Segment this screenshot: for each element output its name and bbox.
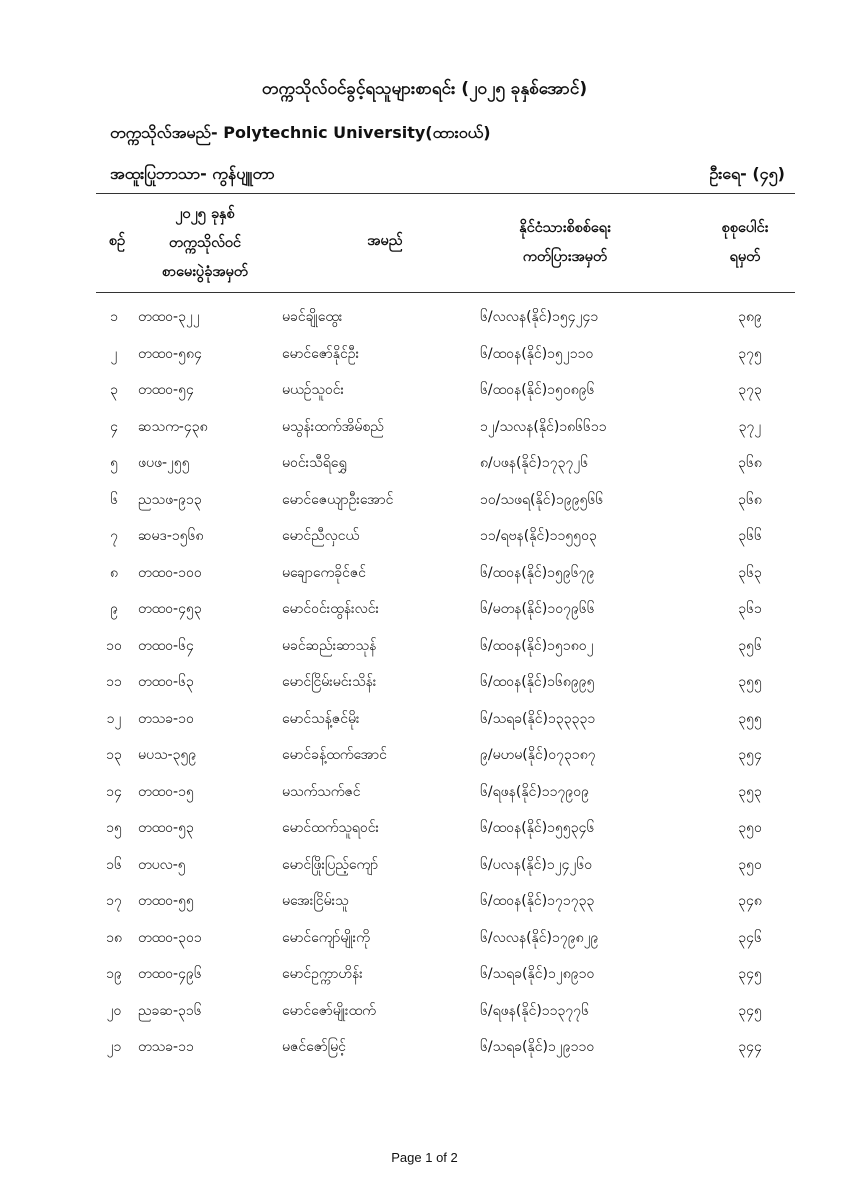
- row-exam-number: ဖပဖ-၂၅၅: [138, 455, 190, 471]
- row-nrc-number: ၈/ပဖန(နိုင်)၁၇၃၇၂၆: [480, 455, 589, 471]
- page-footer: Page 1 of 2: [391, 1150, 458, 1165]
- row-serial-no: ၁၉: [106, 966, 122, 982]
- row-exam-number: တထဝ-၅၄: [138, 382, 194, 398]
- header-serial-no: စဉ်: [108, 233, 126, 249]
- row-name: မောင်ဇော်နိုင်ဦး: [282, 345, 360, 362]
- row-serial-no: ၁၃: [106, 747, 122, 763]
- row-total-marks: ၃၇၃: [738, 382, 762, 398]
- table-row: [96, 517, 795, 554]
- header-nrc-number: နိုင်ငံသားစိစစ်ရေး ကတ်ပြားအမှတ်: [519, 220, 611, 265]
- table-row: [96, 444, 795, 481]
- row-serial-no: ၄: [110, 418, 118, 435]
- row-name: မောင်သန့်ဇင်မိုး: [282, 710, 360, 727]
- row-total-marks: ၃၅၆: [738, 637, 762, 654]
- row-nrc-number: ၆/ထဝန(နိုင်)၁၅၁၈၀၂: [480, 637, 594, 654]
- row-total-marks: ၃၅၀: [738, 856, 762, 873]
- row-nrc-number: ၁၂/သလန(နိုင်)၁၈၆၆၁၁: [480, 418, 607, 435]
- table-row: [96, 773, 795, 810]
- row-exam-number: တထဝ-၆၃: [138, 674, 194, 690]
- row-name: မသွန်းထက်အိမ်စည်: [282, 418, 384, 435]
- row-exam-number: ဆသက-၄၃၈: [138, 418, 208, 435]
- row-exam-number: တထဝ-၆၄: [138, 637, 194, 654]
- row-exam-number: တထဝ-၃၂၂: [138, 309, 200, 325]
- row-total-marks: ၃၆၁: [738, 601, 762, 617]
- table-row: [96, 663, 795, 700]
- row-nrc-number: ၆/လလန(နိုင်)၁၅၄၂၄၁: [480, 309, 599, 325]
- row-exam-number: တထဝ-၄၅၃: [138, 601, 202, 617]
- row-serial-no: ၁၇: [106, 893, 122, 909]
- row-name: မောင်ဇော်မျိုးထက်: [282, 1002, 376, 1019]
- row-exam-number: တထဝ-၅၃: [138, 820, 194, 836]
- table-row: [96, 809, 795, 846]
- table-row: [96, 882, 795, 919]
- table-header-rule: [96, 292, 795, 293]
- row-exam-number: တသခ-၁၁: [138, 1039, 194, 1055]
- table-row: [96, 919, 795, 956]
- row-exam-number: မပသ-၃၅၉: [138, 747, 197, 763]
- row-serial-no: ၁၅: [106, 820, 122, 836]
- row-exam-number: တပလ-၅: [138, 856, 186, 873]
- row-exam-number: တထဝ-၃၀၁: [138, 929, 202, 946]
- row-name: မောင်ညီလှငယ်: [282, 528, 360, 544]
- row-serial-no: ၁၀: [106, 637, 122, 654]
- row-nrc-number: ၆/လလန(နိုင်)၁၇၉၈၂၉: [480, 929, 599, 946]
- row-serial-no: ၇: [110, 528, 118, 544]
- row-total-marks: ၃၇၅: [738, 345, 762, 362]
- row-name: မောင်ဝင်းထွန်းလင်း: [282, 601, 380, 617]
- table-row: [96, 627, 795, 664]
- row-name: မအေးငြိမ်းသူ: [282, 893, 349, 909]
- row-nrc-number: ၆/ထဝန(နိုင်)၁၅၅၃၄၆: [480, 820, 595, 836]
- row-name: မောင်ထက်သူရဝင်း: [282, 820, 380, 836]
- row-nrc-number: ၆/သရခ(နိုင်)၁၃၃၃၃၁: [480, 710, 596, 727]
- row-total-marks: ၃၆၆: [738, 528, 762, 544]
- row-nrc-number: ၆/သရခ(နိုင်)၁၂၉၁၁၀: [480, 1039, 595, 1055]
- table-row: [96, 554, 795, 591]
- row-name: မောင်ဖြိုးပြည့်ကျော်: [282, 856, 379, 873]
- row-nrc-number: ၆/မတန(နိုင်)၁၀၇၉၆၆: [480, 601, 595, 617]
- row-serial-no: ၃: [110, 382, 118, 398]
- row-nrc-number: ၆/ထဝန(နိုင်)၁၆၈၉၉၅: [480, 674, 595, 690]
- row-nrc-number: ၆/ရဖန(နိုင်)၁၁၇၉၀၉: [480, 783, 590, 800]
- row-total-marks: ၃၅၅: [738, 710, 762, 727]
- row-serial-no: ၂၀: [106, 1002, 122, 1019]
- row-nrc-number: ၁၁/ရဗန(နိုင်)၁၁၅၅၀၃: [480, 528, 597, 544]
- row-total-marks: ၃၅၅: [738, 674, 762, 690]
- row-nrc-number: ၆/ထဝန(နိုင်)၁၇၁၇၃၃: [480, 893, 595, 909]
- row-exam-number: တထဝ-၅၅: [138, 893, 194, 909]
- row-total-marks: ၃၆၃: [738, 564, 762, 581]
- row-total-marks: ၃၄၄: [738, 1039, 762, 1055]
- row-nrc-number: ၆/ရဖန(နိုင်)၁၁၃၇၇၆: [480, 1002, 590, 1019]
- row-total-marks: ၃၆၈: [738, 455, 762, 471]
- major-subject: အထူးပြုဘာသာ- ကွန်ပျူတာ: [110, 164, 275, 183]
- row-nrc-number: ၆/သရခ(နိုင်)၁၂၈၉၁၀: [480, 966, 595, 982]
- row-total-marks: ၃၇၂: [738, 418, 762, 435]
- row-serial-no: ၁၆: [106, 856, 122, 873]
- row-serial-no: ၂၁: [106, 1039, 122, 1055]
- row-serial-no: ၉: [110, 601, 118, 617]
- row-total-marks: ၃၄၅: [738, 966, 762, 982]
- row-name: မချောကေခိုင်ဇင်: [282, 564, 366, 581]
- row-total-marks: ၃၅၃: [738, 783, 762, 800]
- row-serial-no: ၁၄: [106, 783, 122, 800]
- row-name: မသက်သက်ဇင်: [282, 783, 361, 800]
- table-row: [96, 590, 795, 627]
- row-exam-number: တသခ-၁၀: [138, 710, 194, 727]
- university-name: တက္ကသိုလ်အမည်- Polytechnic University(ထားဝယ်): [110, 123, 491, 142]
- row-name: မောင်ဥက္ကာဟိန်း: [282, 966, 363, 982]
- row-name: မခင်ချိုထွေး: [282, 309, 343, 325]
- header-total-marks: စုစုပေါင်း ရမှတ်: [721, 220, 769, 265]
- row-nrc-number: ၆/ထဝန(နိုင်)၁၅၀၈၉၆: [480, 382, 595, 398]
- row-serial-no: ၅: [110, 455, 118, 471]
- header-name: အမည်: [367, 233, 403, 249]
- row-nrc-number: ၉/မဟမ(နိုင်)၀၇၃၁၈၇: [480, 747, 596, 763]
- row-exam-number: ညခဆ-၃၁၆: [138, 1002, 202, 1019]
- table-row: [96, 335, 795, 372]
- table-row: [96, 371, 795, 408]
- row-total-marks: ၃၄၆: [738, 929, 762, 946]
- table-row: [96, 700, 795, 737]
- row-name: မောင်ကျော်မျိုးကို: [282, 929, 370, 946]
- row-serial-no: ၆: [110, 491, 118, 508]
- table-row: [96, 992, 795, 1029]
- table-body: [96, 298, 795, 1065]
- table-row: [96, 846, 795, 883]
- row-name: မောင်ခန့်ထက်အောင်: [282, 747, 387, 763]
- table-row: [96, 736, 795, 773]
- row-nrc-number: ၆/ထဝန(နိုင်)၁၅၂၁၁၀: [480, 345, 594, 362]
- table-row: [96, 298, 795, 335]
- table-row: [96, 955, 795, 992]
- row-nrc-number: ၆/ထဝန(နိုင်)၁၅၉၆၇၉: [480, 564, 595, 581]
- student-count: ဦးရေ- (၄၅): [709, 164, 785, 183]
- row-name: မောင်ဇေယျာဦးအောင်: [282, 491, 394, 508]
- row-total-marks: ၃၈၉: [738, 309, 762, 325]
- row-exam-number: ညသဖ-၉၁၃: [138, 491, 202, 508]
- table-row: [96, 408, 795, 445]
- table-row: [96, 481, 795, 518]
- row-total-marks: ၃၄၅: [738, 1002, 762, 1019]
- row-serial-no: ၂: [110, 345, 118, 362]
- row-name: မောင်ငြိမ်းမင်းသိန်း: [282, 674, 377, 690]
- row-serial-no: ၁: [110, 309, 118, 325]
- row-total-marks: ၃၆၈: [738, 491, 762, 508]
- row-serial-no: ၈: [110, 564, 118, 581]
- row-serial-no: ၁၁: [106, 674, 122, 690]
- row-serial-no: ၁၈: [106, 929, 122, 946]
- row-total-marks: ၃၄၈: [738, 893, 762, 909]
- row-exam-number: တထဝ-၁၅: [138, 783, 194, 800]
- row-name: မဝင်းသီရိရွှေ: [282, 455, 347, 471]
- table-row: [96, 1028, 795, 1065]
- row-total-marks: ၃၅၄: [738, 747, 762, 763]
- header-exam-number: ၂၀၂၅ ခုနှစ် တက္ကသိုလ်ဝင် စာမေးပွဲခုံအမှတ်: [161, 206, 249, 280]
- row-exam-number: တထဝ-၁၀၀: [138, 564, 202, 581]
- row-exam-number: တထဝ-၄၉၆: [138, 966, 202, 982]
- row-total-marks: ၃၅၀: [738, 820, 762, 836]
- row-exam-number: ဆမဒ-၁၅၆၈: [138, 528, 204, 544]
- table-top-rule: [96, 193, 795, 194]
- row-name: မဇင်ဇော်မြင့်: [282, 1039, 346, 1055]
- page-title: တက္ကသိုလ်ဝင်ခွင့်ရသူများစာရင်း (၂၀၂၅ ခုနှစ်အောင်): [261, 79, 588, 99]
- row-name: မခင်ဆည်းဆာသုန်: [282, 637, 377, 654]
- row-serial-no: ၁၂: [106, 710, 122, 727]
- row-exam-number: တထဝ-၅၈၄: [138, 345, 202, 362]
- row-nrc-number: ၆/ပလန(နိုင်)၁၂၄၂၆၀: [480, 856, 593, 873]
- row-nrc-number: ၁၀/သဖရ(နိုင်)၁၉၉၅၆၆: [480, 491, 604, 508]
- row-name: မယဉ်သူဝင်း: [282, 382, 345, 398]
